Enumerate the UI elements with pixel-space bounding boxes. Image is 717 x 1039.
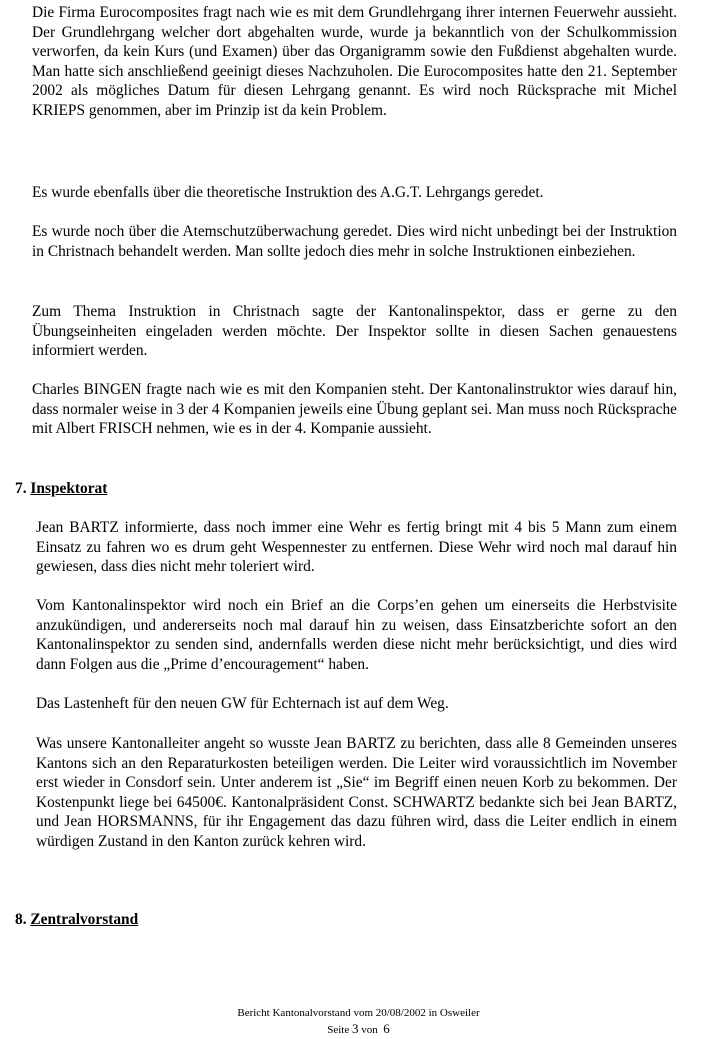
section6-paragraph-3: Es wurde noch über die Atemschutzüberwachung geredet. Dies wird nicht unbedingt bei der Instruktion in Christnach behandelt werden. Man sollte jedoch dies mehr in solche Instruktionen einbeziehen. — [32, 223, 677, 260]
section7-paragraph-1: Jean BARTZ informierte, dass noch immer eine Wehr es fertig bringt mit 4 bis 5 Mann zum einem Einsatz zu fahren wo es drum geht Wespennester zu entfernen. Diese Wehr wird noch mal darauf hin gewiesen, dass dies nicht mehr toleriert wird. — [36, 519, 677, 576]
section6-paragraph-1: Die Firma Eurocomposites fragt nach wie es mit dem Grundlehrgang ihrer internen Feuerwehr aussieht. Der Grundlehrgang welcher dort abgehalten wurde, wurde ja bekanntlich von der Schulkommission verworfen, da kein Kurs (und Examen) über das Organigramm sowie den Fußdienst abgehalten wurde. Man hatte sich anschließend geeinigt dieses Nachzuholen. Die Eurocomposites hatte den 21. September 2002 als mögliches Datum für diesen Lehrgang genannt. Es wird noch Rücksprache mit Michel KRIEPS genommen, aber im Prinzip ist da kein Problem. — [32, 4, 677, 119]
section7-paragraph-2: Vom Kantonalinspektor wird noch ein Brief an die Corps’en gehen um einerseits die Herbstvisite anzukündigen, und andererseits noch mal darauf hin zu weisen, dass Einsatzberichte sofort an den Kantonalinspektor zu senden sind, andernfalls werden diese nicht mehr berücksichtigt, und dies wird dann Folgen aus die „Prime d’encouragement“ haben. — [36, 597, 677, 673]
footer-report-line: Bericht Kantonalvorstand vom 20/08/2002 in Osweiler — [237, 1007, 480, 1019]
section7-number: 7. — [15, 480, 27, 497]
section6-paragraph-4: Zum Thema Instruktion in Christnach sagte der Kantonalinspektor, dass er gerne zu den Übungseinheiten eingeladen werden möchte. Der Inspektor sollte in diesen Sachen genauestens informiert werden. — [32, 303, 677, 360]
section8-number: 8. — [15, 911, 27, 928]
section8-title: Zentralvorstand — [30, 911, 139, 928]
section7-heading — [15, 480, 107, 498]
section8-heading — [15, 911, 138, 929]
section7-paragraph-3: Das Lastenheft für den neuen GW für Echternach ist auf dem Weg. — [36, 695, 449, 712]
section7-title: Inspektorat — [30, 480, 108, 497]
section6-paragraph-5: Charles BINGEN fragte nach wie es mit den Kompanien steht. Der Kantonalinstruktor wies darauf hin, dass normaler weise in 3 der 4 Kompanien jeweils eine Übung geplant sei. Man muss noch Rücksprache mit Albert FRISCH nehmen, wie es in der 4. Kompanie aussieht. — [32, 381, 677, 438]
footer-page-number: Seite 3 von 6 — [327, 1021, 390, 1036]
page-footer — [0, 1006, 717, 1038]
section7-paragraph-4: Was unsere Kantonalleiter angeht so wusste Jean BARTZ zu berichten, dass alle 8 Gemeinden unseres Kantons sich an den Reparaturkosten beteiligen werden. Die Leiter wird voraussichtlich im November erst wieder in Consdorf sein. Unter anderem ist „Sie“ im Begriff einen neuen Korb zu bekommen. Der Kostenpunkt liege bei 64500€. Kantonalpräsident Const. SCHWARTZ bedankte sich bei Jean BARTZ, und Jean HORSMANNS, für ihr Engagement das dazu führen wird, dass die Leiter endlich in einem würdigen Zustand in den Kanton zurück kehren wird. — [36, 735, 677, 850]
section6-paragraph-2: Es wurde ebenfalls über die theoretische Instruktion des A.G.T. Lehrgangs geredet. — [32, 184, 544, 201]
